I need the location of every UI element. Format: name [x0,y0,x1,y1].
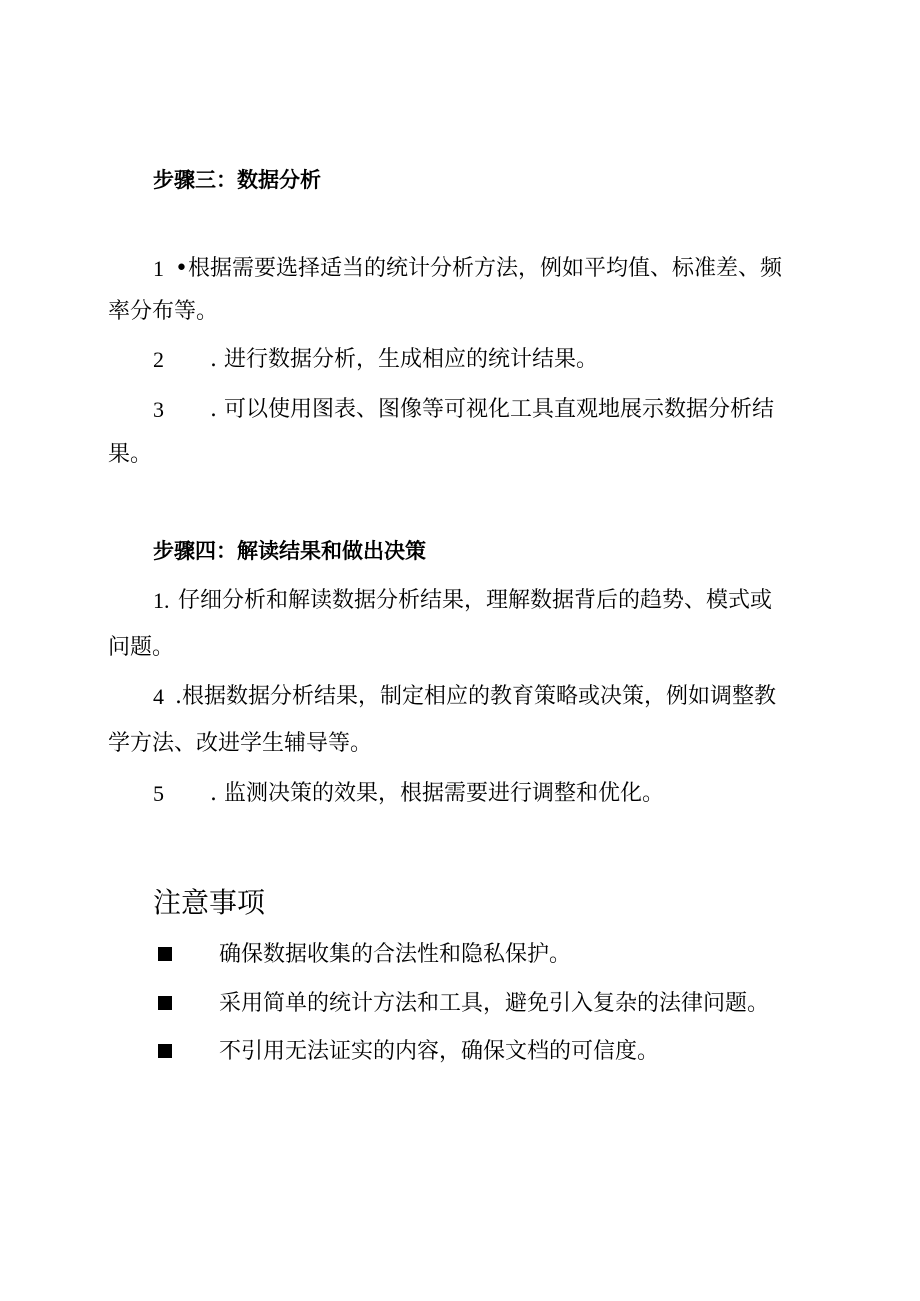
step4-item1-continuation: 问题。 [108,635,175,660]
step3-item2-number: 2 [153,347,164,372]
step4-item1-number: 1. [153,588,170,613]
notes-item-2: 采用简单的统计方法和工具，避免引入复杂的法律问题。 [219,991,770,1016]
notes-title: 注意事项 [153,886,266,919]
square-bullet-icon [158,996,172,1010]
step3-item3-continuation: 果。 [108,442,153,467]
step3-heading: 步骤三：数据分析 [153,168,321,192]
step3-item3-text: . 可以使用图表、图像等可视化工具直观地展示数据分析结 [210,397,774,422]
square-bullet-icon [158,947,172,961]
step4-item1-text: 仔细分析和解读数据分析结果，理解数据背后的趋势、模式或 [178,588,773,613]
step4-item2-continuation: 学方法、改进学生辅导等。 [108,731,373,756]
step4-item3-text: . 监测决策的效果，根据需要进行调整和优化。 [210,781,664,806]
step3-item1-text: •根据需要选择适当的统计分析方法，例如平均值、标准差、频 [175,256,782,281]
notes-item-1: 确保数据收集的合法性和隐私保护。 [219,942,572,967]
step3-item2-text: . 进行数据分析，生成相应的统计结果。 [210,347,598,372]
step4-heading: 步骤四：解读结果和做出决策 [153,539,426,563]
notes-item-3: 不引用无法证实的内容，确保文档的可信度。 [219,1039,660,1064]
step3-item1-number: 1 [153,256,164,281]
step3-item3-number: 3 [153,397,164,422]
step4-item3-number: 5 [153,781,164,806]
step4-item2-text: .根据数据分析结果，制定相应的教育策略或决策，例如调整教 [175,684,776,709]
step3-item1-continuation: 率分布等。 [108,299,219,324]
step4-item2-number: 4 [153,684,164,709]
square-bullet-icon [158,1044,172,1058]
